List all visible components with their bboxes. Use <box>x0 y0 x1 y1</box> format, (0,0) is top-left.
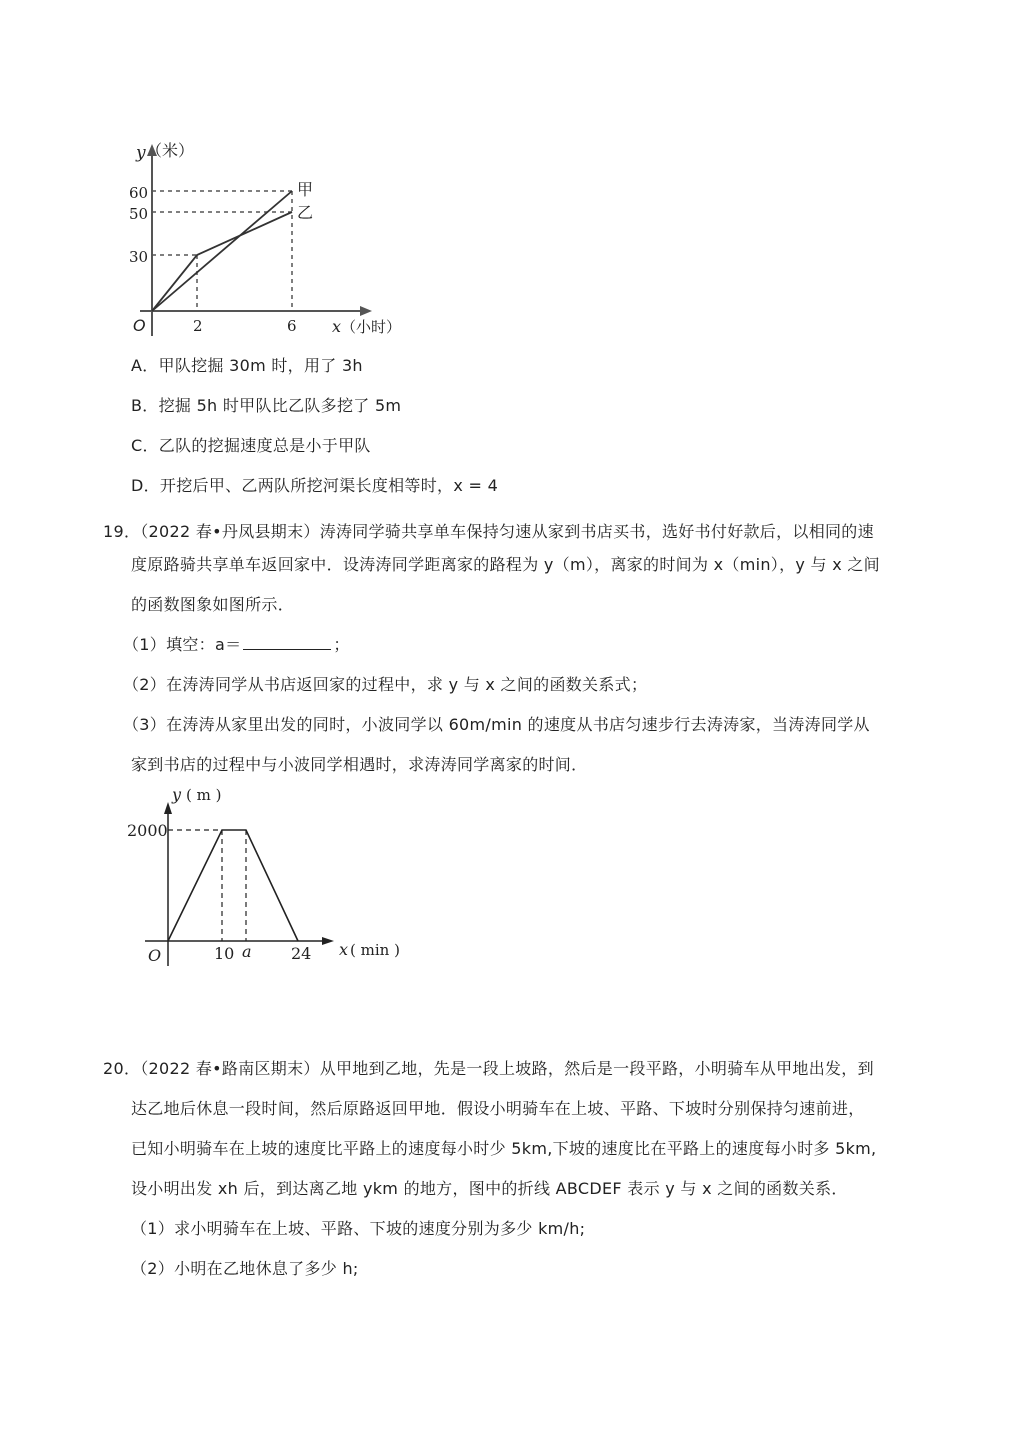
tick-y-50: 50 <box>129 205 149 223</box>
y-axis-unit: ( m ) <box>186 786 222 804</box>
tick-x-10: 10 <box>214 944 235 963</box>
chart-distance-time <box>120 780 420 975</box>
tick-x-6: 6 <box>287 317 297 335</box>
series-jia-label: 甲 <box>297 180 314 199</box>
q20-stem-line-3: 已知小明骑车在上坡的速度比平路上的速度每小时少 5km,下坡的速度比在平路上的速度每小时多 5km, <box>131 1139 877 1158</box>
y-axis-unit: （米） <box>146 141 195 160</box>
q19-part-3-line-1: （3）在涛涛从家里出发的同时，小波同学以 60m/min 的速度从书店匀速步行去涛涛家，当涛涛同学从 <box>123 715 870 734</box>
y-axis-label: y <box>172 785 182 804</box>
q19-part-3-line-2: 家到书店的过程中与小波同学相遇时，求涛涛同学离家的时间． <box>131 755 588 774</box>
q19-part-1-suffix: ； <box>333 635 350 654</box>
q19-stem-line-3: 的函数图象如图所示． <box>131 595 295 614</box>
x-axis-label: x <box>332 317 342 336</box>
q20-part-1: （1）求小明骑车在上坡、平路、下坡的速度分别为多少 km/h; <box>131 1219 586 1238</box>
y-axis-label: y <box>136 143 146 163</box>
q19-part-1 <box>123 634 350 656</box>
q20-stem-line-1: 20．（2022 春•路南区期末）从甲地到乙地，先是一段上坡路，然后是一段平路，小明骑车从甲地出发，到 <box>103 1059 874 1078</box>
distance-line <box>168 830 298 941</box>
x-axis-unit: ( min ) <box>350 941 400 959</box>
tick-x-a: a <box>242 942 252 961</box>
origin-label: O <box>133 316 146 335</box>
tick-y-30: 30 <box>129 248 149 266</box>
q20-stem-line-2: 达乙地后休息一段时间，然后原路返回甲地．假设小明骑车在上坡、平路、下坡时分别保持匀速前进， <box>131 1099 865 1118</box>
series-jia-line <box>152 191 292 311</box>
series-yi-line <box>152 212 292 311</box>
series-yi-label: 乙 <box>297 203 314 222</box>
q19-part-2: （2）在涛涛同学从书店返回家的过程中，求 y 与 x 之间的函数关系式； <box>123 675 648 694</box>
q19-stem-line-2: 度原路骑共享单车返回家中．设涛涛同学距离家的路程为 y（m），离家的时间为 x（min），y 与 x 之间 <box>131 555 880 574</box>
x-axis-label: x <box>339 940 349 959</box>
tick-y-60: 60 <box>129 184 149 202</box>
q20-part-2: （2）小明在乙地休息了多少 h; <box>131 1259 359 1278</box>
y-axis-arrow-icon <box>164 802 172 814</box>
dashed-guides <box>168 830 246 941</box>
tick-x-2: 2 <box>193 317 203 335</box>
tick-y-2000: 2000 <box>127 821 168 840</box>
x-axis-arrow-icon <box>322 937 334 945</box>
chart-excavation <box>120 130 420 345</box>
q18-option-c: C．乙队的挖掘速度总是小于甲队 <box>131 436 371 455</box>
tick-x-24: 24 <box>291 944 312 963</box>
origin-label: O <box>148 946 162 965</box>
q19-stem-line-1: 19．（2022 春•丹凤县期末）涛涛同学骑共享单车保持匀速从家到书店买书，选好书付好款后，以相同的速 <box>103 522 874 541</box>
x-axis-unit: （小时） <box>341 318 402 336</box>
x-axis-arrow-icon <box>360 306 372 316</box>
answer-blank-a[interactable] <box>243 635 331 650</box>
q20-stem-line-4: 设小明出发 xh 后，到达离乙地 ykm 的地方，图中的折线 ABCDEF 表示 y 与 x 之间的函数关系． <box>131 1179 848 1198</box>
q18-option-b: B．挖掘 5h 时甲队比乙队多挖了 5m <box>131 396 402 415</box>
q18-option-a: A．甲队挖掘 30m 时，用了 3h <box>131 356 363 375</box>
q19-part-1-prompt: （1）填空：a＝ <box>123 635 242 654</box>
q18-option-d: D．开挖后甲、乙两队所挖河渠长度相等时，x = 4 <box>131 476 499 495</box>
